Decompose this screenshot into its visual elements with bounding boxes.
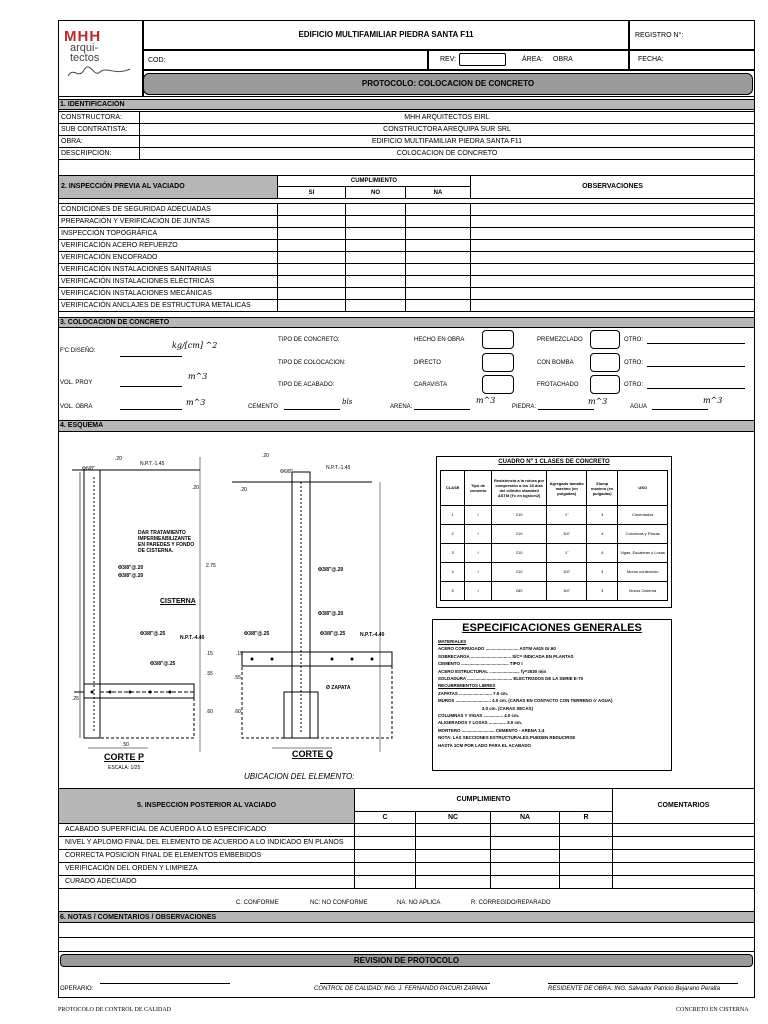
- bar-label-p: Φ3/8"@.25: [140, 631, 166, 637]
- piedra-input[interactable]: [538, 409, 594, 410]
- c-cell[interactable]: [355, 876, 416, 889]
- impermeabilizante-note: DAR TRATAMIENTO IMPERMEABILIZANTE EN PAREDES Y FONDO DE CISTERNA.: [138, 530, 195, 554]
- bar-label-p: Φ6/8": [82, 466, 95, 472]
- dim-label-p: .55: [206, 671, 213, 677]
- obs-cell[interactable]: [471, 216, 755, 228]
- row-value: COLOCACION DE CONCRETO: [140, 148, 755, 160]
- table-row: [59, 876, 755, 889]
- na-cell[interactable]: [406, 288, 471, 300]
- no-cell[interactable]: [346, 264, 406, 276]
- comment-cell[interactable]: [613, 863, 755, 876]
- row-label: DESCRIPCIÓN:: [59, 148, 140, 160]
- corte-q-drawing: [232, 452, 402, 772]
- obs-cell[interactable]: [471, 240, 755, 252]
- cemento-label: CEMENTO: [248, 404, 278, 410]
- spec-line: MATERIALES: [438, 639, 467, 644]
- si-cell[interactable]: [278, 264, 346, 276]
- arena-unit: m^3: [476, 396, 496, 405]
- si-cell[interactable]: [278, 216, 346, 228]
- no-cell[interactable]: [346, 288, 406, 300]
- legend-conforme: C: CONFORME: [236, 900, 279, 906]
- legend-corregido: R: CORREGIDO/REPARADO: [471, 900, 551, 906]
- vol-obra-unit: m^3: [186, 398, 206, 407]
- no-cell[interactable]: [346, 276, 406, 288]
- item-label: VERIFICACIÓN INSTALACIONES MECÁNICAS: [59, 288, 278, 300]
- spec-line: ACERO CORRUGADO ........................... ASTM A615 Gr.60: [438, 646, 556, 652]
- no-header: NO: [346, 187, 406, 199]
- table-row: [59, 204, 755, 216]
- na-cell[interactable]: [406, 240, 471, 252]
- caravista-checkbox[interactable]: [482, 375, 514, 394]
- na-cell[interactable]: [406, 204, 471, 216]
- bar-label-q: Φ6/8": [280, 469, 293, 475]
- c-cell[interactable]: [355, 837, 416, 850]
- si-cell[interactable]: [278, 288, 346, 300]
- section-4-heading: 4. ESQUEMA: [60, 422, 104, 429]
- spec-line: ACERO ESTRUCTURAL ......................... fy=2530 min: [438, 668, 547, 674]
- arena-input[interactable]: [414, 409, 470, 410]
- na-cell[interactable]: [406, 228, 471, 240]
- obs-cell[interactable]: [471, 300, 755, 312]
- table-row: [59, 216, 755, 228]
- table-row: [441, 525, 668, 544]
- table-row: [59, 112, 755, 124]
- dim-label-p: .15: [206, 651, 213, 657]
- logo-arqui-text: arqui-: [70, 42, 99, 54]
- otro-label-2: OTRO:: [624, 360, 643, 366]
- table-row: [441, 544, 668, 563]
- dim-label-p: .25: [72, 696, 79, 702]
- cuadro-cell: 210: [491, 563, 547, 582]
- comment-cell[interactable]: [613, 837, 755, 850]
- cumplimiento-header: CUMPLIMIENTO: [278, 176, 471, 187]
- table-row: [441, 563, 668, 582]
- spec-line: SOLDADURA ..................................... ELECTRODOS DE LA SERIE E-70: [438, 676, 584, 682]
- cuadro-header: Tipo de cemento: [465, 471, 492, 506]
- directo-label: DIRECTO: [414, 360, 441, 366]
- control-calidad-label: CONTROL DE CALIDAD: ING. J. FERNANDO PACURI ZAPANA: [314, 986, 488, 992]
- c-header: C: [355, 812, 416, 824]
- no-cell[interactable]: [346, 240, 406, 252]
- obs-cell[interactable]: [471, 264, 755, 276]
- obs-cell[interactable]: [471, 276, 755, 288]
- inspeccion-previa-table: [58, 175, 755, 312]
- na-cell[interactable]: [491, 824, 560, 837]
- item-label: NIVEL Y APLOMO FINAL DEL ELEMENTO DE ACUERDO A LO INDICADO EN PLANOS: [59, 837, 355, 850]
- vol-proy-label: VOL. PROY: [60, 380, 93, 386]
- npt-label-q: N.P.T.-4.40: [360, 632, 385, 638]
- cuadro-cell: 1": [547, 544, 587, 563]
- row-label: CONSTRUCTORA:: [59, 112, 140, 124]
- cuadro-cell: 210: [491, 544, 547, 563]
- cuadro-cell: 3/4": [547, 582, 587, 601]
- otro-input-1[interactable]: [647, 343, 745, 344]
- cuadro-cell: I: [465, 506, 492, 525]
- comment-cell[interactable]: [613, 850, 755, 863]
- na-cell[interactable]: [406, 276, 471, 288]
- c-cell[interactable]: [355, 824, 416, 837]
- area-value: OBRA: [553, 56, 573, 63]
- si-cell[interactable]: [278, 240, 346, 252]
- con-bomba-label: CON BOMBA: [537, 360, 574, 366]
- fc-unit: kg/[cm] ^2: [172, 341, 218, 350]
- section-3-heading: 3. COLOCACION DE CONCRETO: [60, 319, 170, 326]
- nc-cell[interactable]: [416, 876, 491, 889]
- cuadro-table: [440, 470, 668, 601]
- identificacion-table: [58, 111, 755, 160]
- table-row: [59, 148, 755, 160]
- dim-label-p: .20: [192, 485, 199, 491]
- signature-line: [320, 983, 490, 984]
- cuadro-cell: 210: [491, 506, 547, 525]
- cisterna-label: CISTERNA: [160, 598, 196, 605]
- arena-label: ARENA:: [390, 404, 413, 410]
- table-row: [441, 506, 668, 525]
- logo-tectos-text: tectos: [70, 52, 100, 64]
- cuadro-header: Resistencia a la rotura por compresión a los 28 días del cilindro standard ASTM (f'c en kgs/cm2): [491, 471, 547, 506]
- dim-label-q: .60: [234, 709, 241, 715]
- bar-label-q: Φ3/8"@.20: [318, 567, 344, 573]
- no-cell[interactable]: [346, 228, 406, 240]
- cuadro-cell: 3/4": [547, 525, 587, 544]
- cuadro-cell: 280: [491, 582, 547, 601]
- c-cell[interactable]: [355, 863, 416, 876]
- na-header: NA: [406, 187, 471, 199]
- cuadro-cell: 1": [547, 506, 587, 525]
- company-logo: [64, 30, 134, 82]
- item-label: VERIFICACIÓN INSTALACIONES SANITARIAS: [59, 264, 278, 276]
- table-row: [59, 863, 755, 876]
- table-row: [59, 136, 755, 148]
- table-row: [59, 288, 755, 300]
- obs-cell[interactable]: [471, 288, 755, 300]
- row-value: CONSTRUCTORA AREQUIPA SUR SRL: [140, 124, 755, 136]
- cuadro-cell: I: [465, 525, 492, 544]
- row-value: MHH ARQUITECTOS EIRL: [140, 112, 755, 124]
- bar-label-q: Φ3/8"@.25: [320, 631, 346, 637]
- dim-label-p: .20: [115, 456, 122, 462]
- table-row: [59, 824, 755, 837]
- bar-label-p: Φ3/8"@.20: [118, 573, 144, 579]
- dim-label-p: .60: [206, 709, 213, 715]
- npt-label-q: N.P.T.-1.45: [326, 465, 351, 471]
- cuadro-cell: I: [465, 544, 492, 563]
- vol-proy-input[interactable]: [120, 386, 182, 387]
- si-cell[interactable]: [278, 204, 346, 216]
- item-label: VERIFICACIÓN INSTALACIONES ELÉCTRICAS: [59, 276, 278, 288]
- na-cell[interactable]: [491, 837, 560, 850]
- operario-label: OPERARIO:: [60, 986, 94, 992]
- fecha-label: FECHA:: [638, 56, 664, 63]
- r-cell[interactable]: [560, 850, 613, 863]
- item-label: VERIFICACIÓN ACERO REFUERZO: [59, 240, 278, 252]
- cuadro-cell: Cimentados: [618, 506, 668, 525]
- nc-cell[interactable]: [416, 837, 491, 850]
- spec-line: ZAPATAS ........................... 7.5 cm.: [438, 690, 509, 696]
- npt-label-p: N.P.T.-1.45: [140, 461, 165, 467]
- cuadro-cell: Columnas y Placas: [618, 525, 668, 544]
- otro-label-3: OTRO:: [624, 382, 643, 388]
- cuadro-cell: 2: [441, 525, 465, 544]
- rev-label: REV:: [440, 56, 457, 63]
- agua-label: AGUA: [630, 404, 648, 410]
- notes-line[interactable]: [58, 937, 755, 938]
- directo-checkbox[interactable]: [482, 353, 514, 372]
- fc-input[interactable]: [120, 356, 182, 357]
- item-label: VERIFICACIÓN ENCOFRADO: [59, 252, 278, 264]
- cuadro-header: USO: [618, 471, 668, 506]
- section-1-heading: 1. IDENTIFICACIÓN: [60, 101, 125, 108]
- agua-unit: m^3: [703, 396, 723, 405]
- specs-list: [438, 638, 670, 749]
- no-cell[interactable]: [346, 252, 406, 264]
- item-label: PREPARACIÓN Y VERIFICACIÓN DE JUNTAS: [59, 216, 278, 228]
- cuadro-cell: 1: [441, 506, 465, 525]
- obs-cell[interactable]: [471, 228, 755, 240]
- premezclado-checkbox[interactable]: [590, 330, 620, 349]
- vol-proy-unit: m^3: [188, 372, 208, 381]
- cuadro-cell: 3/4": [547, 563, 587, 582]
- corte-q-label: CORTE Q: [292, 749, 334, 759]
- table-row: [59, 276, 755, 288]
- ubicacion-label: UBICACION DEL ELEMENTO:: [244, 772, 355, 781]
- table-row: [59, 837, 755, 850]
- hecho-obra-checkbox[interactable]: [482, 330, 514, 349]
- cuadro-cell: 5: [441, 582, 465, 601]
- row-value: EDIFICIO MULTIFAMILIAR PIEDRA SANTA F11: [140, 136, 755, 148]
- footer-right: CONCRETO EN CISTERNA: [676, 1007, 749, 1013]
- project-title: EDIFICIO MULTIFAMILIAR PIEDRA SANTA F11: [298, 30, 474, 39]
- dim-label-q: .55: [234, 675, 241, 681]
- table-row: [441, 582, 668, 601]
- spec-line: CEMENTO ....................................... TIPO I: [438, 661, 523, 667]
- dim-label-p: .50: [122, 742, 129, 748]
- spec-line: ALIGERADOS Y LOSAS .............. 3.0 cm.: [438, 720, 523, 726]
- rev-input[interactable]: [459, 53, 506, 66]
- fc-label: F'C DISEÑO:: [60, 348, 96, 354]
- dim-label-q: .20: [262, 453, 269, 459]
- npt-label-p: N.P.T.-4.40: [180, 635, 205, 641]
- na-cell[interactable]: [406, 216, 471, 228]
- r-cell[interactable]: [560, 863, 613, 876]
- cuadro-title: CUADRO Nº 1 CLASES DE CONCRETO: [498, 459, 610, 465]
- cuadro-cell: I: [465, 582, 492, 601]
- vol-obra-input[interactable]: [120, 409, 182, 410]
- na-header: NA: [491, 812, 560, 824]
- cuadro-cell: I: [465, 563, 492, 582]
- footer-left: PROTOCOLO DE CONTROL DE CALIDAD: [58, 1007, 171, 1013]
- spec-line: SOBRECARGA ................................. S/C= INDICADA EN PLANTAS: [438, 653, 574, 659]
- na-cell[interactable]: [491, 863, 560, 876]
- signature-line: [548, 983, 738, 984]
- item-label: CURADO ADECUADO: [59, 876, 355, 889]
- bar-label-p: Φ3/8"@.20: [118, 565, 144, 571]
- no-cell[interactable]: [346, 300, 406, 312]
- spec-line: 3.0 cm. (CARAS SECAS): [438, 705, 533, 711]
- notes-line[interactable]: [58, 951, 755, 952]
- r-header: R: [560, 812, 613, 824]
- na-cell[interactable]: [491, 850, 560, 863]
- table-row: [59, 264, 755, 276]
- piedra-label: PIEDRA:: [512, 404, 537, 410]
- si-cell[interactable]: [278, 276, 346, 288]
- con-bomba-checkbox[interactable]: [590, 353, 620, 372]
- table-row: [59, 300, 755, 312]
- si-cell[interactable]: [278, 252, 346, 264]
- no-cell[interactable]: [346, 216, 406, 228]
- nc-cell[interactable]: [416, 824, 491, 837]
- obs-cell[interactable]: [471, 252, 755, 264]
- cuadro-cell: Vigas, Escaleras y Losas: [618, 544, 668, 563]
- tipo-concreto-label: TIPO DE CONCRETO:: [278, 337, 340, 343]
- nc-cell[interactable]: [416, 850, 491, 863]
- cuadro-cell: 4: [586, 525, 617, 544]
- cuadro-cell: Muros Cisterna: [618, 582, 668, 601]
- si-cell[interactable]: [278, 228, 346, 240]
- row-label: SUB CONTRATISTA:: [59, 124, 140, 136]
- cuadro-header: CLASE: [441, 471, 465, 506]
- spec-line: COLUMNAS Y VIGAS ................ 4.0 cm.: [438, 713, 520, 719]
- signature-line: [100, 983, 230, 984]
- r-cell[interactable]: [560, 824, 613, 837]
- corte-p-drawing: [70, 452, 220, 772]
- na-cell[interactable]: [406, 252, 471, 264]
- cod-label: COD:: [148, 57, 166, 64]
- si-header: SI: [278, 187, 346, 199]
- frotachado-checkbox[interactable]: [590, 375, 620, 394]
- item-label: INSPECCIÓN TOPOGRÁFICA: [59, 228, 278, 240]
- table-row: [59, 228, 755, 240]
- zapata-label: Ø ZAPATA: [326, 685, 351, 691]
- r-cell[interactable]: [560, 876, 613, 889]
- table-row: [59, 850, 755, 863]
- specs-title: ESPECIFICACIONES GENERALES: [462, 622, 642, 634]
- item-label: CONDICIONES DE SEGURIDAD ADECUADAS: [59, 204, 278, 216]
- r-cell[interactable]: [560, 837, 613, 850]
- caravista-label: CARAVISTA: [414, 382, 448, 388]
- section-4-bar: [58, 420, 755, 432]
- cuadro-cell: Muros contención: [618, 563, 668, 582]
- logo-signature-icon: [66, 66, 132, 80]
- spec-line: RECUBRIMIENTOS LIBRES: [438, 683, 496, 689]
- cuadro-cell: 3: [586, 563, 617, 582]
- item-label: VERIFICACIÓN DEL ORDEN Y LIMPIEZA: [59, 863, 355, 876]
- nc-header: NC: [416, 812, 491, 824]
- section-6-heading: 6. NOTAS / COMENTARIOS / OBSERVACIONES: [60, 914, 217, 921]
- na-cell[interactable]: [406, 300, 471, 312]
- agua-input[interactable]: [652, 409, 708, 410]
- premezclado-label: PREMEZCLADO: [537, 337, 583, 343]
- cuadro-header: Slump máximo (en pulgadas): [586, 471, 617, 506]
- cemento-input[interactable]: [284, 409, 340, 410]
- cod-box: [143, 50, 428, 70]
- piedra-unit: m^3: [588, 397, 608, 406]
- dim-label-p: 2.75: [206, 563, 216, 569]
- cumplimiento-header: CUMPLIMIENTO: [355, 789, 613, 812]
- table-row: [59, 252, 755, 264]
- nc-cell[interactable]: [416, 863, 491, 876]
- legend-no-aplica: NA: NO APLICA: [397, 900, 441, 906]
- bar-label-q: Φ3/8"@.20: [318, 611, 344, 617]
- c-cell[interactable]: [355, 850, 416, 863]
- otro-input-2[interactable]: [647, 366, 745, 367]
- comentarios-header: COMENTARIOS: [613, 789, 755, 824]
- frotachado-label: FROTACHADO: [537, 382, 579, 388]
- comment-cell[interactable]: [613, 876, 755, 889]
- cuadro-cell: 210: [491, 525, 547, 544]
- escala-label: ESCALA: 1/25: [108, 765, 141, 771]
- table-row: [59, 124, 755, 136]
- logo-mhh-text: MHH: [64, 28, 102, 45]
- revision-title: REVISION DE PROTOCOLO: [353, 956, 460, 965]
- na-cell[interactable]: [491, 876, 560, 889]
- bar-label-q: Φ3/8"@.25: [244, 631, 270, 637]
- dim-label-q: .15: [236, 651, 243, 657]
- inspeccion-posterior-table: [58, 788, 755, 889]
- residente-label: RESIDENTE DE OBRA: ING. Salvador Patricio Bejarano Peralta: [548, 986, 721, 992]
- hecho-obra-label: HECHO EN OBRA: [414, 337, 465, 343]
- table-row: [59, 240, 755, 252]
- si-cell[interactable]: [278, 300, 346, 312]
- observaciones-header: OBSERVACIONES: [471, 176, 755, 199]
- otro-label-1: OTRO:: [624, 337, 643, 343]
- na-cell[interactable]: [406, 264, 471, 276]
- item-label: CORRECTA POSICION FINAL DE ELEMENTOS EMBEBIDOS: [59, 850, 355, 863]
- section-2-heading: 2. INSPECCIÓN PREVIA AL VACIADO: [59, 176, 278, 199]
- item-label: VERIFICACIÓN ANCLAJES DE ESTRUCTURA METALICAS: [59, 300, 278, 312]
- cuadro-cell: 3: [586, 582, 617, 601]
- spec-line: MORTERO ........................... CEMENTO - ARENA 1:4: [438, 727, 545, 733]
- spec-line: HASTA 1CM POR LADO PARA EL ACABADO: [438, 742, 531, 748]
- section-1-bar: [58, 99, 755, 110]
- cuadro-cell: 4: [441, 563, 465, 582]
- cuadro-header: Agregado tamaño máximo (en pulgadas): [547, 471, 587, 506]
- tipo-acabado-label: TIPO DE ACABADO:: [278, 382, 335, 388]
- otro-input-3[interactable]: [647, 388, 745, 389]
- legend-no-conforme: NC: NO CONFORME: [310, 900, 368, 906]
- registro-label: REGISTRO N°:: [635, 32, 684, 39]
- cuadro-cell: 3: [441, 544, 465, 563]
- cuadro-cell: 4: [586, 544, 617, 563]
- row-label: OBRA:: [59, 136, 140, 148]
- tipo-colocacion-label: TIPO DE COLOCACION:: [278, 360, 346, 366]
- no-cell[interactable]: [346, 204, 406, 216]
- item-label: ACABADO SUPERFICIAL DE ACUERDO A LO ESPECIFICADO: [59, 824, 355, 837]
- spec-line: MUROS ............................. 4.0 cm. (CARAS EN CONTACTO CON TERRENO o' AGUA): [438, 698, 613, 704]
- comment-cell[interactable]: [613, 824, 755, 837]
- bar-label-p: Φ3/8"@.25: [150, 661, 176, 667]
- cemento-unit: bls: [342, 398, 353, 406]
- protocol-title: PROTOCOLO: COLOCACION DE CONCRETO: [361, 79, 535, 88]
- dim-label-q: .20: [240, 487, 247, 493]
- corte-p-label: CORTE P: [104, 752, 145, 762]
- section-5-heading: 5. INSPECCION POSTERIOR AL VACIADO: [59, 789, 355, 824]
- cuadro-cell: 3: [586, 506, 617, 525]
- spec-line: NOTA: LAS SECCIONES ESTRUCTURALES PUEDEN REDUCIRSE: [438, 735, 576, 741]
- area-label: ÁREA:: [522, 56, 544, 63]
- vol-obra-label: VOL. OBRA: [60, 404, 93, 410]
- obs-cell[interactable]: [471, 204, 755, 216]
